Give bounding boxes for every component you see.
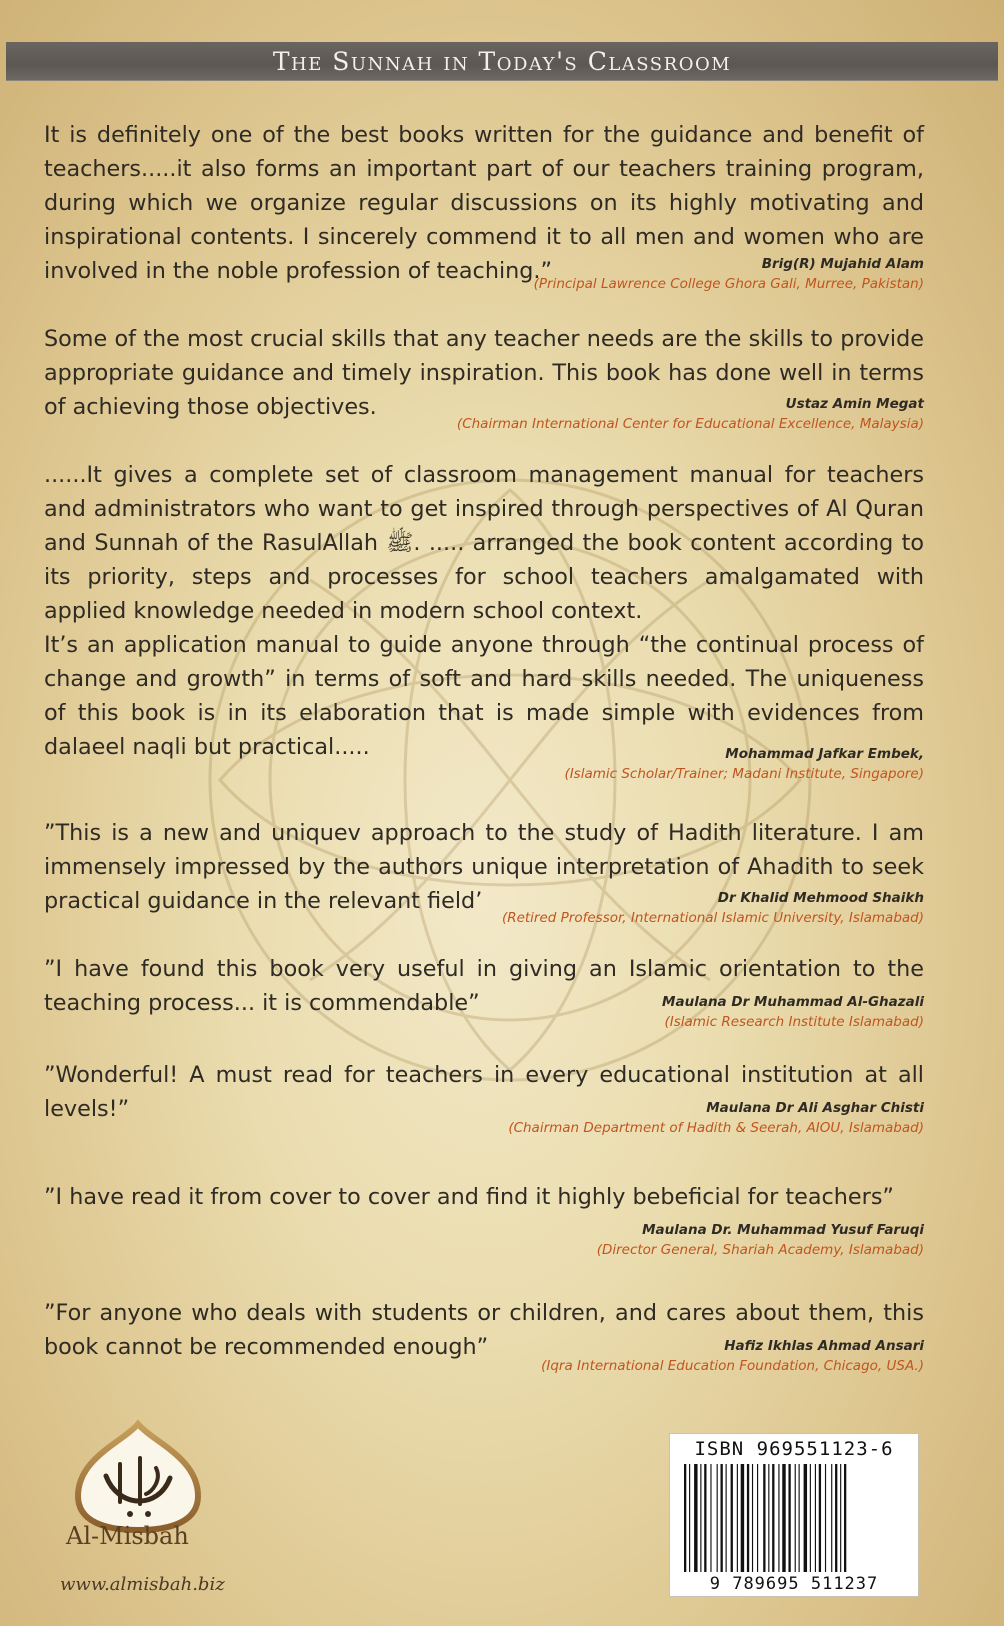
author-name: Dr Khalid Mehmood Shaikh (717, 890, 924, 906)
publisher-url[interactable]: www.almisbah.biz (60, 1574, 225, 1595)
quote-text: ”Wonderful! A must read for teachers in every educational institution at all levels!” (44, 1062, 924, 1122)
isbn-label: ISBN 969551123-6 (694, 1438, 894, 1460)
author-affiliation: (Islamic Scholar/Trainer; Madani Institute, Singapore) (564, 766, 924, 782)
testimonial-6 (44, 1058, 924, 1154)
barcode-bars-icon (682, 1464, 906, 1572)
author-affiliation: (Chairman International Center for Educational Excellence, Malaysia) (456, 416, 924, 432)
quote-text: ”I have found this book very useful in giving an Islamic orientation to the teaching process... it is commendable” (44, 956, 924, 1016)
testimonial-5 (44, 952, 924, 1048)
quote-text: ......It gives a complete set of classroom management manual for teachers and administrators who want to get inspired through perspectives of Al Quran and Sunnah of the RasulAllah ﷺ. ..... arranged the book content according to its priority, steps and processes for school teachers amalgamated with applied knowledge needed in modern school context. (44, 462, 925, 624)
quote-text: ”For anyone who deals with students or children, and cares about them, this book cannot be recommended enough” (44, 1300, 924, 1360)
author-affiliation: (Islamic Research Institute Islamabad) (664, 1014, 924, 1030)
quote-text: Some of the most crucial skills that any teacher needs are the skills to provide appropriate guidance and timely inspiration. This book has done well in terms of achieving those objectives. (44, 326, 924, 420)
book-title: The Sunnah in Today's Classroom (272, 46, 732, 76)
author-name: Maulana Dr. Muhammad Yusuf Faruqi (642, 1222, 924, 1238)
isbn-barcode (670, 1434, 918, 1596)
testimonial-3 (44, 458, 924, 798)
testimonial-2 (44, 322, 924, 450)
author-name: Maulana Dr Ali Asghar Chisti (706, 1100, 924, 1116)
author-name: Mohammad Jafkar Embek, (725, 746, 924, 762)
author-affiliation: (Director General, Shariah Academy, Islamabad) (596, 1242, 924, 1258)
quote-text: It is definitely one of the best books written for the guidance and benefit of teachers.....it also forms an important part of our teachers training program, during which we organize regular discussions on its highly motivating and inspirational contents. I sincerely commend it to all men and women who are involved in the noble profession of teaching.” (44, 122, 924, 284)
author-name: Brig(R) Mujahid Alam (761, 256, 924, 272)
publisher-name: Al-Misbah (66, 1522, 189, 1550)
quote-text: ”I have read it from cover to cover and find it highly bebeficial for teachers” (44, 1184, 894, 1210)
author-name: Maulana Dr Muhammad Al-Ghazali (662, 994, 924, 1010)
author-affiliation: (Principal Lawrence College Ghora Gali, Murree, Pakistan) (533, 276, 924, 292)
author-name: Ustaz Amin Megat (785, 396, 924, 412)
testimonial-1 (44, 118, 924, 308)
quote-text: It’s an application manual to guide anyone through “the continual process of change and growth” in terms of soft and hard skills needed. The uniqueness of this book is in its elaboration that is made simple with evidences from dalaeel naqli but practical..... (44, 632, 924, 760)
author-affiliation: (Iqra International Education Foundation, Chicago, USA.) (541, 1358, 924, 1374)
author-name: Hafiz Ikhlas Ahmad Ansari (724, 1338, 924, 1354)
testimonial-7 (44, 1180, 924, 1260)
author-affiliation: (Retired Professor, International Islamic University, Islamabad) (501, 910, 924, 926)
testimonial-8 (44, 1296, 924, 1386)
testimonial-4 (44, 816, 924, 944)
title-bar (6, 42, 998, 80)
author-affiliation: (Chairman Department of Hadith & Seerah, AIOU, Islamabad) (508, 1120, 924, 1136)
ean-digits: 9 789695 511237 (709, 1574, 879, 1594)
quote-text: ”This is a new and uniquev approach to the study of Hadith literature. I am immensely impressed by the authors unique interpretation of Ahadith to seek practical guidance in the relevant field’ (44, 820, 924, 914)
